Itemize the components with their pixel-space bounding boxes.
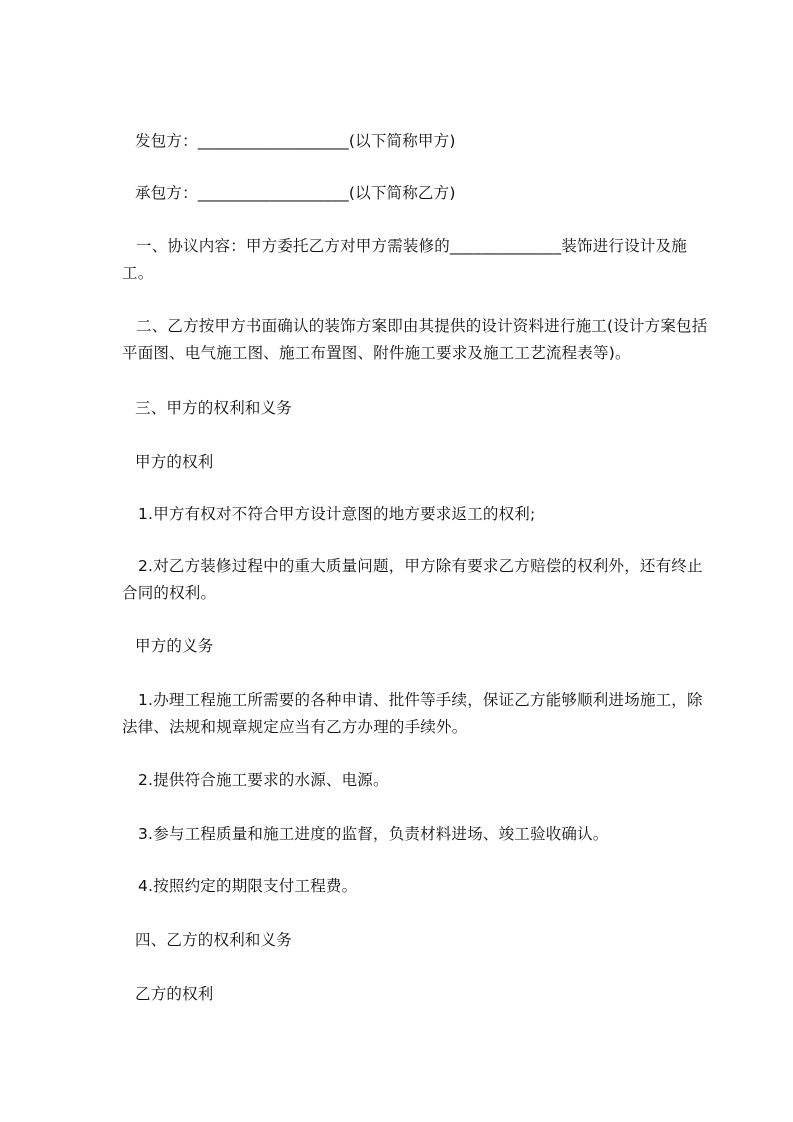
party-a-suffix: (以下简称甲方) [348, 132, 456, 150]
party-b-line [135, 180, 713, 207]
party-a-line [135, 128, 713, 155]
section-3-right-2: 2.对乙方装修过程中的重大质量问题，甲方除有要求乙方赔偿的权利外，还有终止合同的权利。 [122, 557, 703, 602]
section-4-rights-heading: 乙方的权利 [135, 985, 214, 1003]
clause-1-blank: ______________ [450, 237, 562, 255]
section-3-duty-3: 3.参与工程质量和施工进度的监督，负责材料进场、竣工验收确认。 [138, 825, 609, 843]
section-3-heading: 三、甲方的权利和义务 [135, 399, 293, 417]
clause-1 [122, 233, 716, 287]
section-3-rights-heading: 甲方的权利 [135, 453, 214, 471]
section-3-duty-2: 2.提供符合施工要求的水源、电源。 [138, 771, 389, 789]
section-3-duties-heading: 甲方的义务 [135, 637, 214, 655]
party-b-blank: ___________________ [197, 184, 349, 202]
clause-1-text-after: 装饰进行设计及施工。 [122, 237, 687, 282]
clause-1-text-before: 一、协议内容：甲方委托乙方对甲方需装修的 [136, 237, 451, 255]
section-4-heading: 四、乙方的权利和义务 [135, 931, 293, 949]
clause-2-text: 二、乙方按甲方书面确认的装饰方案即由其提供的设计资料进行施工(设计方案包括平面图、电气施工图、施工布置图、附件施工要求及施工工艺流程表等)。 [122, 317, 708, 362]
party-a-label: 发包方： [135, 132, 198, 150]
section-3-right-1: 1.甲方有权对不符合甲方设计意图的地方要求返工的权利; [138, 505, 536, 523]
section-3-duty-4: 4.按照约定的期限支付工程费。 [138, 877, 358, 895]
party-b-label: 承包方： [135, 184, 198, 202]
section-3-duty-1: 1.办理工程施工所需要的各种申请、批件等手续，保证乙方能够顺利进场施工，除法律、法规和规章规定应当有乙方办理的手续外。 [122, 691, 703, 736]
clause-2 [122, 313, 716, 367]
party-b-suffix: (以下简称乙方) [348, 184, 456, 202]
party-a-blank: ___________________ [197, 132, 349, 150]
